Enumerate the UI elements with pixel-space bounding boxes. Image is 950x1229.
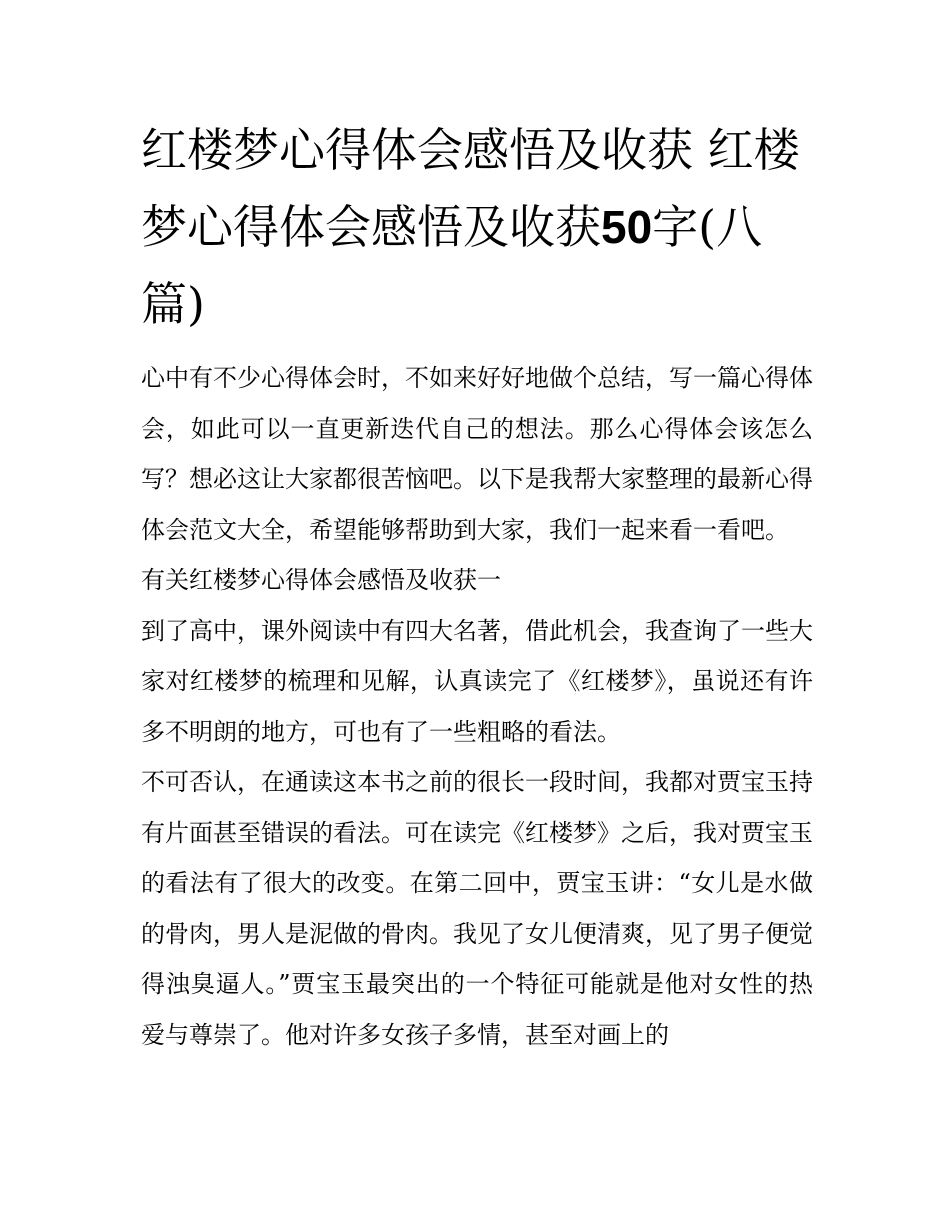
title-text-part2: 字(八篇): [141, 200, 763, 331]
document-page: [141, 112, 813, 1060]
title-text-part1: 红楼梦心得体会感悟及收获 红楼梦心得体会感悟及收获: [141, 123, 800, 254]
body-paragraph-2: 不可否认，在通读这本书之前的很长一段时间，我都对贾宝玉持有片面甚至错误的看法。可在读完《红楼梦》之后，我对贾宝玉的看法有了很大的改变。在第二回中，贾宝玉讲：“女儿是水做的骨肉，男人是泥做的骨肉。我见了女儿便清爽，见了男子便觉得浊臭逼人。”贾宝玉最突出的一个特征可能就是他对女性的热爱与尊崇了。他对许多女孩子多情，甚至对画上的: [141, 768, 813, 1049]
intro-paragraph: 心中有不少心得体会时，不如来好好地做个总结，写一篇心得体会，如此可以一直更新迭代自己的想法。那么心得体会该怎么写？想必这让大家都很苦恼吧。以下是我帮大家整理的最新心得体会范文大全，希望能够帮助到大家，我们一起来看一看吧。: [141, 364, 813, 544]
body-paragraph-1: 到了高中，课外阅读中有四大名著，借此机会，我查询了一些大家对红楼梦的梳理和见解，认真读完了《红楼梦》，虽说还有许多不明朗的地方，可也有了一些粗略的看法。: [141, 616, 813, 746]
title-number: 50: [601, 201, 653, 253]
document-title: [141, 112, 813, 343]
section-heading: 有关红楼梦心得体会感悟及收获一: [141, 566, 501, 594]
